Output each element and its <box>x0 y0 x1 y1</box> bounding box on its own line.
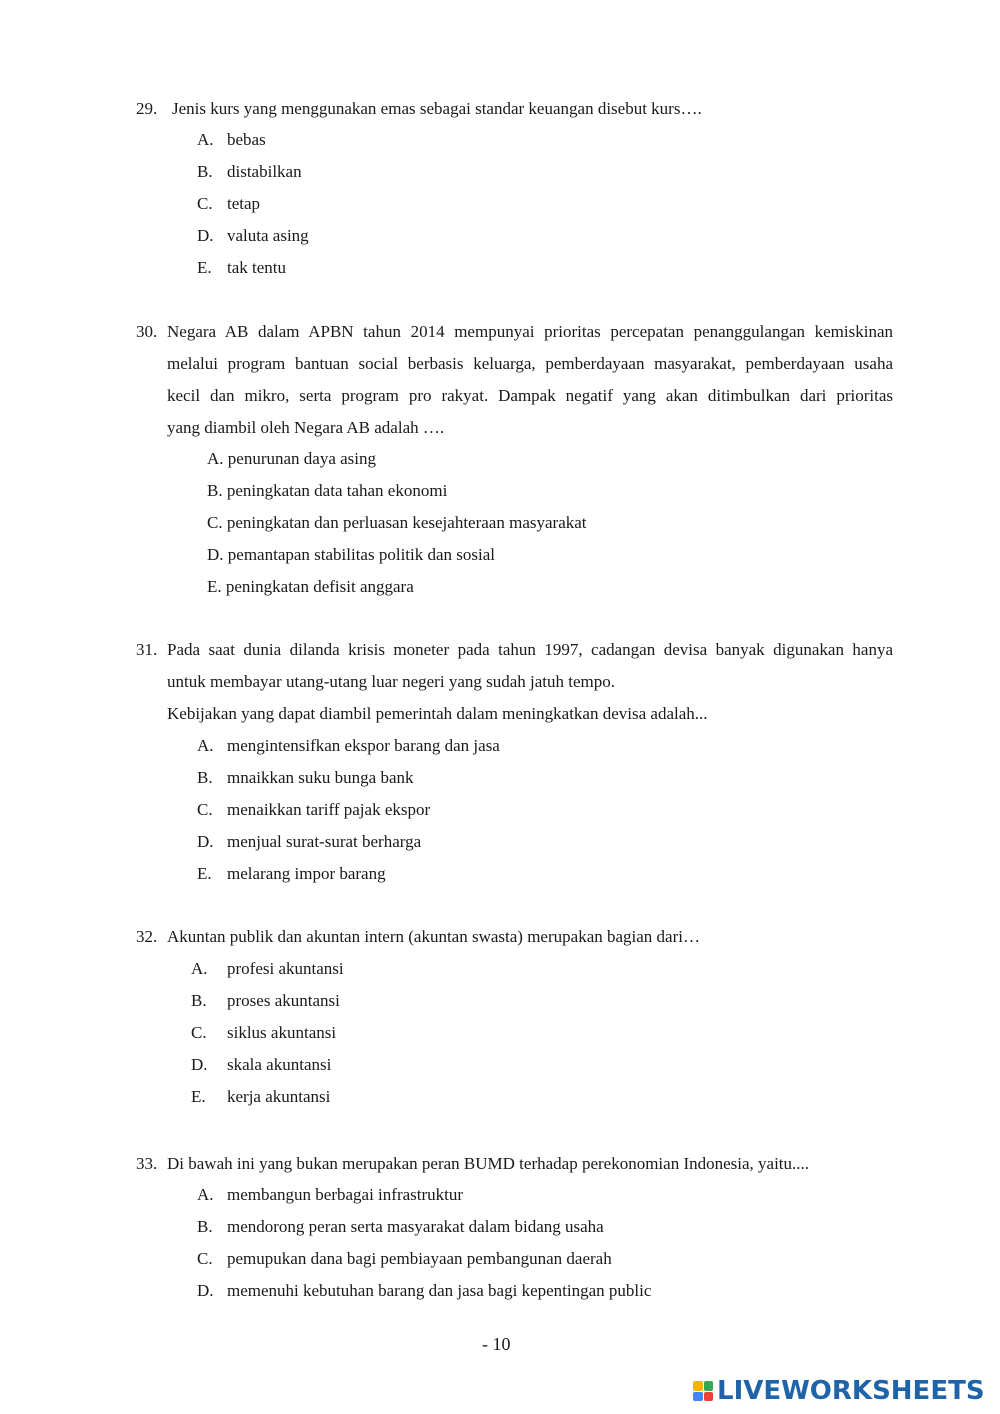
option-letter: A. <box>191 959 208 978</box>
option-letter: B. <box>197 768 213 787</box>
option-letter: B. <box>191 991 207 1010</box>
option-letter: D. <box>197 832 214 851</box>
option-letter: E. <box>191 1087 206 1106</box>
option-letter: A. <box>197 130 214 149</box>
option-letter: E. <box>197 864 212 883</box>
question-number: 31. <box>136 640 158 659</box>
option-text: proses akuntansi <box>227 991 340 1010</box>
liveworksheets-watermark <box>693 1378 985 1404</box>
question-text: kecil dan mikro, serta program pro rakyat. Dampak negatif yang akan ditimbulkan dari prioritas <box>167 386 893 405</box>
question-text: Jenis kurs yang menggunakan emas sebagai standar keuangan disebut kurs…. <box>172 99 702 118</box>
option-text: E. peningkatan defisit anggara <box>207 577 414 596</box>
question-text: Akuntan publik dan akuntan intern (akuntan swasta) merupakan bagian dari… <box>167 927 700 946</box>
option-text: A. penurunan daya asing <box>207 449 377 468</box>
option-text: mengintensifkan ekspor barang dan jasa <box>227 736 500 755</box>
option-text: tak tentu <box>227 258 287 277</box>
question-number: 33. <box>136 1154 158 1173</box>
option-letter: B. <box>197 162 213 181</box>
option-text: skala akuntansi <box>227 1055 332 1074</box>
option-text: menjual surat-surat berharga <box>227 832 422 851</box>
option-letter: C. <box>191 1023 207 1042</box>
option-letter: E. <box>197 258 212 277</box>
question-text: Negara AB dalam APBN tahun 2014 mempunyai prioritas percepatan penanggulangan kemiskinan <box>167 322 893 341</box>
option-text: C. peningkatan dan perluasan kesejahteraan masyarakat <box>207 513 587 532</box>
page-number: - 10 <box>482 1334 511 1354</box>
option-text: mendorong peran serta masyarakat dalam bidang usaha <box>227 1217 604 1236</box>
watermark-text: LIVEWORKSHEETS <box>717 1376 985 1406</box>
question-text: yang diambil oleh Negara AB adalah …. <box>167 418 445 437</box>
option-text: menaikkan tariff pajak ekspor <box>227 800 431 819</box>
option-letter: D. <box>197 226 214 245</box>
question-text: untuk membayar utang-utang luar negeri yang sudah jatuh tempo. <box>167 672 616 691</box>
option-text: melarang impor barang <box>227 864 386 883</box>
option-letter: C. <box>197 800 213 819</box>
option-letter: D. <box>191 1055 208 1074</box>
option-text: siklus akuntansi <box>227 1023 337 1042</box>
question-number: 32. <box>136 927 158 946</box>
option-letter: C. <box>197 1249 213 1268</box>
option-letter: B. <box>197 1217 213 1236</box>
option-letter: A. <box>197 1185 214 1204</box>
option-text: kerja akuntansi <box>227 1087 331 1106</box>
liveworksheets-logo-icon <box>693 1381 713 1401</box>
option-text: memenuhi kebutuhan barang dan jasa bagi kepentingan public <box>227 1281 652 1300</box>
option-text: pemupukan dana bagi pembiayaan pembangunan daerah <box>227 1249 612 1268</box>
option-letter: A. <box>197 736 214 755</box>
question-number: 29. <box>136 99 158 118</box>
option-text: mnaikkan suku bunga bank <box>227 768 414 787</box>
option-text: tetap <box>227 194 261 213</box>
question-text: Pada saat dunia dilanda krisis moneter pada tahun 1997, cadangan devisa banyak digunakan hanya <box>167 640 893 659</box>
option-letter: C. <box>197 194 213 213</box>
option-text: valuta asing <box>227 226 309 245</box>
question-number: 30. <box>136 322 158 341</box>
option-text: D. pemantapan stabilitas politik dan sosial <box>207 545 496 564</box>
option-text: distabilkan <box>227 162 302 181</box>
question-text: Di bawah ini yang bukan merupakan peran BUMD terhadap perekonomian Indonesia, yaitu.... <box>167 1154 810 1173</box>
option-text: B. peningkatan data tahan ekonomi <box>207 481 448 500</box>
question-text: melalui program bantuan social berbasis keluarga, pemberdayaan masyarakat, pemberdayaan usaha <box>167 354 893 373</box>
option-text: bebas <box>227 130 266 149</box>
option-text: membangun berbagai infrastruktur <box>227 1185 464 1204</box>
question-text: Kebijakan yang dapat diambil pemerintah dalam meningkatkan devisa adalah... <box>167 704 708 723</box>
option-text: profesi akuntansi <box>227 959 344 978</box>
option-letter: D. <box>197 1281 214 1300</box>
